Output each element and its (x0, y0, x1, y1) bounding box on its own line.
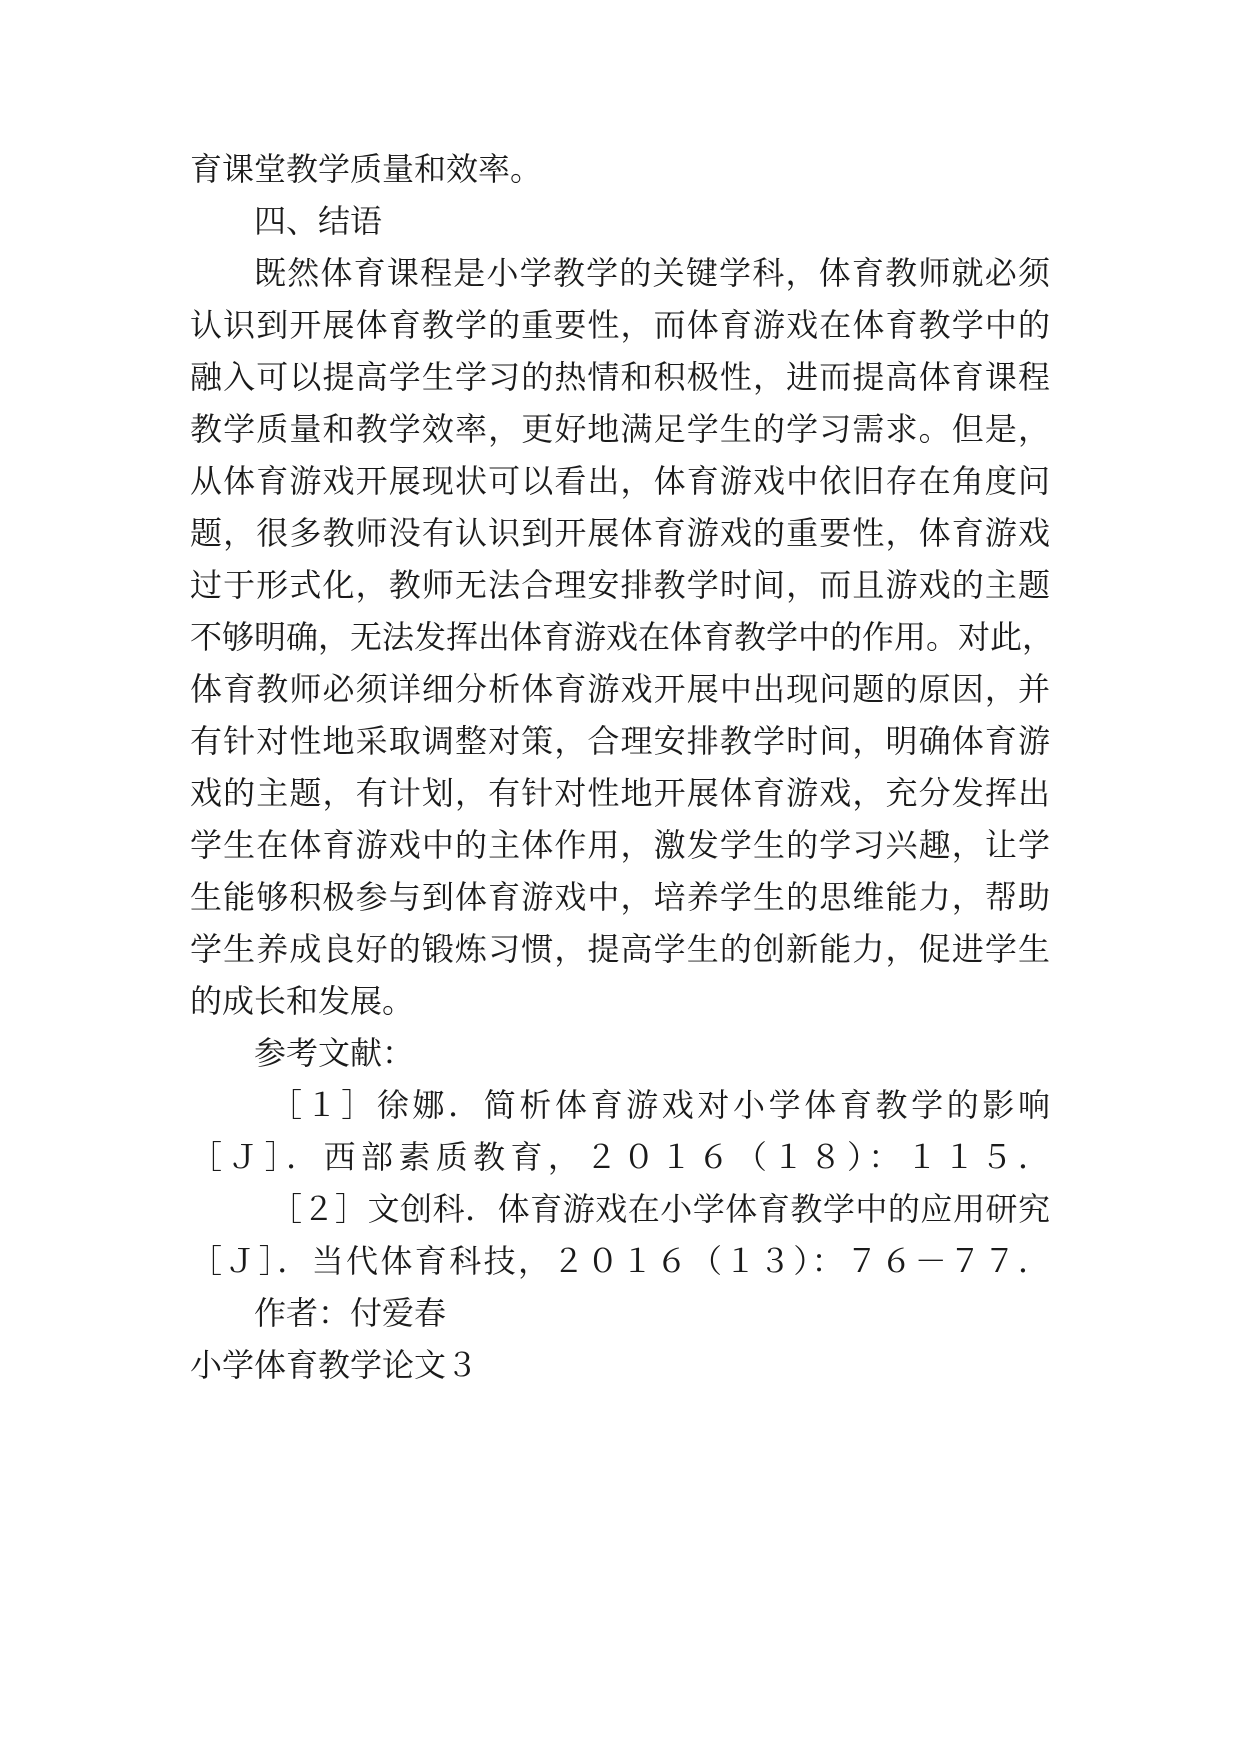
references-heading: 参考文献： (254, 1034, 415, 1072)
paragraph-line: 学生在体育游戏中的主体作用，激发学生的学习兴趣，让学 (190, 826, 1050, 864)
paragraph-line: 有针对性地采取调整对策，合理安排教学时间，明确体育游 (190, 722, 1050, 760)
paragraph-line: 戏的主题，有计划，有针对性地开展体育游戏，充分发挥出 (190, 774, 1050, 812)
reference-2-line-1: ［２］文创科．体育游戏在小学体育教学中的应用研究 (270, 1190, 1050, 1228)
reference-2-line-2: ［Ｊ］．当代体育科技，２０１６（１３）：７６－７７． (190, 1242, 1050, 1280)
next-article-title: 小学体育教学论文３ (190, 1346, 479, 1384)
paragraph-line: 从体育游戏开展现状可以看出，体育游戏中依旧存在角度问 (190, 462, 1050, 500)
paragraph-line: 的成长和发展。 (190, 982, 415, 1020)
paragraph-line: 不够明确，无法发挥出体育游戏在体育教学中的作用。对此， (190, 618, 1055, 656)
paragraph-line: 体育教师必须详细分析体育游戏开展中出现问题的原因，并 (190, 670, 1050, 708)
paragraph-line: 过于形式化，教师无法合理安排教学时间，而且游戏的主题 (190, 566, 1050, 604)
paragraph-line: 学生养成良好的锻炼习惯，提高学生的创新能力，促进学生 (190, 930, 1050, 968)
paragraph-line: 生能够积极参与到体育游戏中，培养学生的思维能力，帮助 (190, 878, 1050, 916)
text-line: 育课堂教学质量和效率。 (190, 150, 543, 188)
paragraph-line: 认识到开展体育教学的重要性，而体育游戏在体育教学中的 (190, 306, 1050, 344)
paragraph-line: 教学质量和教学效率，更好地满足学生的学习需求。但是， (190, 410, 1050, 448)
reference-1-line-1: ［１］徐娜．简析体育游戏对小学体育教学的影响 (270, 1086, 1050, 1124)
reference-1-line-2: ［Ｊ］．西部素质教育，２０１６（１８）：１１５． (190, 1138, 1050, 1176)
author-line: 作者：付爱春 (254, 1294, 447, 1332)
paragraph-line: 融入可以提高学生学习的热情和积极性，进而提高体育课程 (190, 358, 1050, 396)
section-heading: 四、结语 (254, 202, 383, 240)
paragraph-line: 题，很多教师没有认识到开展体育游戏的重要性，体育游戏 (190, 514, 1050, 552)
paragraph-line: 既然体育课程是小学教学的关键学科，体育教师就必须 (254, 254, 1050, 292)
